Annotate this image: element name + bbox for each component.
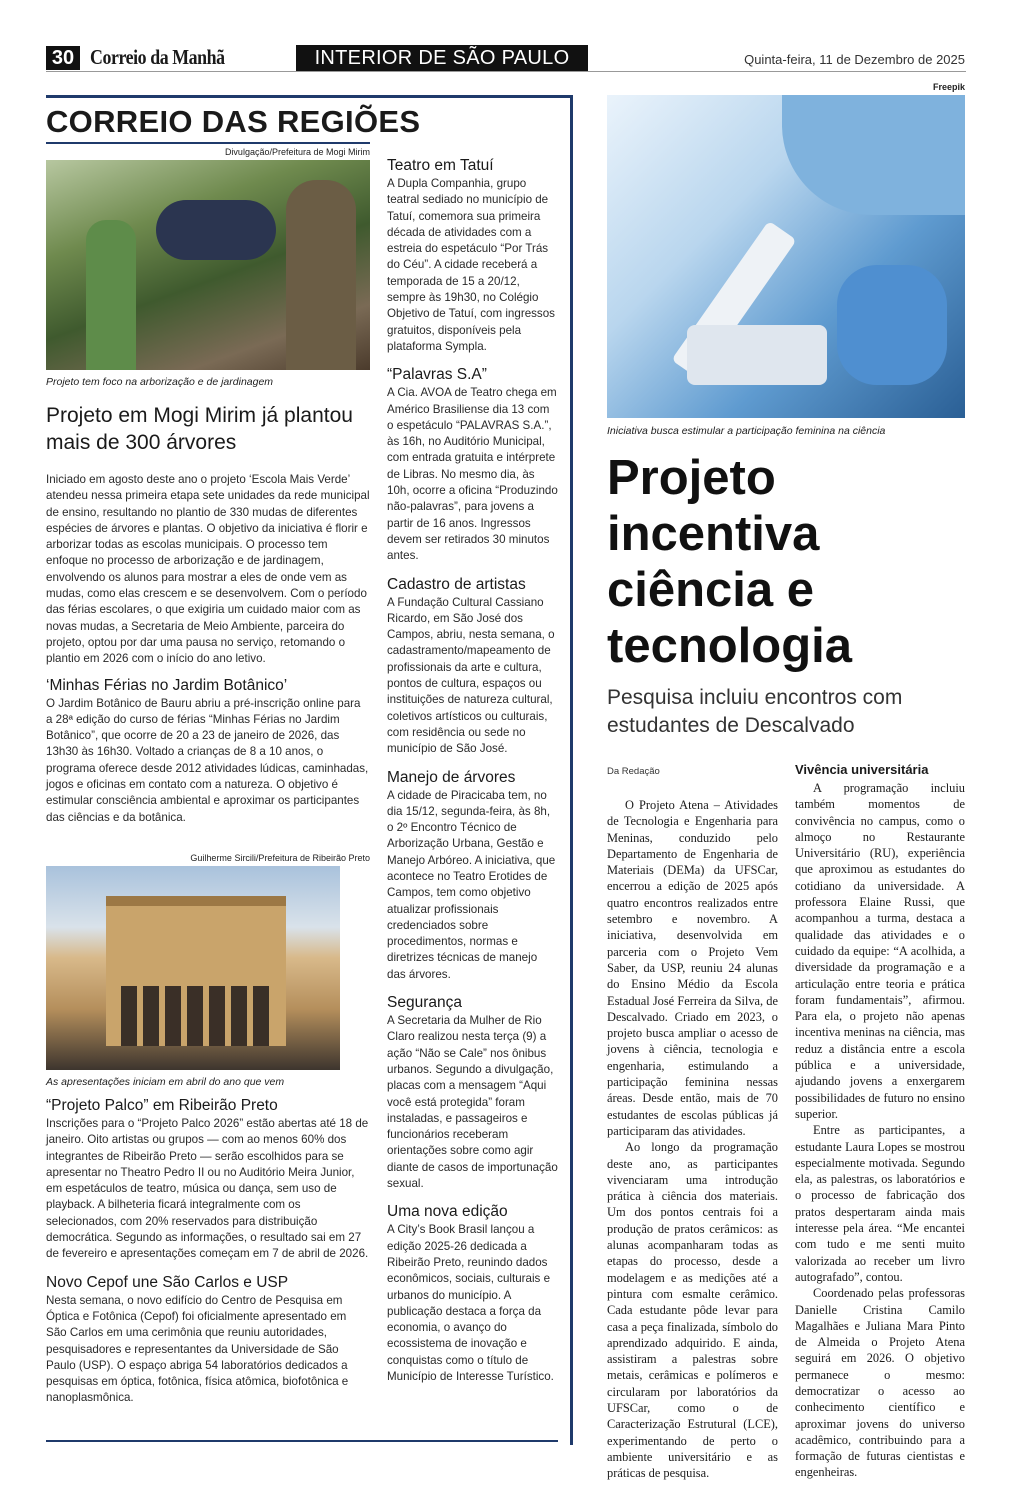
box-title: CORREIO DAS REGIÕES — [46, 104, 421, 139]
brief-body: A cidade de Piracicaba tem, no dia 15/12, segunda-feira, às 8h, o 2º Encontro Técnico de Arborização Urbana, Gestão e Manejo Arbóreo. A iniciativa, que acontece no Teatro Erotides de Campos, tem como objetivo atualizar profissionais credenciados sobre procedimentos, normas e diretrizes técnicas de manejo das árvores. — [387, 788, 556, 981]
article-paragraph: A programação incluiu também momentos de convivência no campus, como o almoço no Restaurante Universitário (RU), experiência que aproximou as estudantes do cotidiano da universidade. A professora Elaine Russi, que acompanhou a turma, destaca a qualidade das atividades e o cuidado da equipe: “A acolhida, a diversidade da programação e a articulação entre teoria e prática foram fundamentais”, afirmou. Para ela, o projeto não apenas incentiva meninas na ciência, mas reduz a distância entre a escola pública e a universidade, ajudando jovens a enxergarem possibilidades de futuro no ensino superior. — [795, 781, 965, 1121]
section-label: INTERIOR DE SÃO PAULO — [296, 45, 588, 71]
brief-heading: Manejo de árvores — [387, 768, 516, 786]
brief-body: A City’s Book Brasil lançou a edição 2025-26 dedicada a Ribeirão Preto, reunindo dados econômicos, sociais, culturais e urbanos do município. A publicação destaca a força da economia, o avanço do ecossistema de inovação e conquistas como o título de Município de Interesse Turístico. — [387, 1223, 554, 1383]
brief-heading: Teatro em Tatuí — [387, 157, 494, 174]
photo-students-planting — [46, 160, 370, 370]
left-column-lower — [46, 1096, 370, 1407]
section-body: Inscrições para o “Projeto Palco 2026” estão abertas até 18 de janeiro. Oito artistas ou grupos — com ao menos 60% dos integrantes de Ribeirão Preto — serão escolhidos para se apresentar no Theatro Pedro II ou no Auditório Meira Junior, em espetáculos de teatro, música ou dança, sem uso de playback. A bilheteria ficará integralmente com os selecionados, com 20% reservados para distribuição democrática. Segundo as informações, o resultado sai em 27 de fevereiro e apresentações começam em 7 de abril de 2026. — [46, 1117, 369, 1261]
section-heading: “Projeto Palco” em Ribeirão Preto — [46, 1097, 278, 1114]
photo-credit: Divulgação/Prefeitura de Mogi Mirim — [224, 147, 370, 157]
photo-caption: As apresentações iniciam em abril do ano que vem — [46, 1076, 285, 1088]
brief-heading: Uma nova edição — [387, 1203, 508, 1221]
brief-heading: “Palavras S.A” — [387, 366, 487, 384]
section-heading: Novo Cepof une São Carlos e USP — [46, 1273, 289, 1291]
article-column-1 — [607, 797, 778, 1481]
box-border-bottom — [46, 1440, 558, 1442]
article-paragraph: O Projeto Atena – Atividades de Tecnologia e Engenharia para Meninas, conduzido pelo Departamento de Engenharia de Materiais (DEMa) da UFSCar, encerrou a edição de 2025 após quatro encontros realizados entre setembro e novembro. A iniciativa, desenvolvida em parceria com o Projeto Vem Saber, da USP, reuniu 24 alunas do Ensino Médio da Escola Estadual José Ferreira da Silva, de Descalvado. Criado em 2023, o projeto busca ampliar o acesso de jovens à ciência, tecnologia e engenharia, estimulando a participação feminina nessas áreas. Desde então, mais de 70 estudantes de escolas públicas já participaram das atividades. — [607, 798, 778, 1138]
byline: Da Redação — [607, 766, 660, 777]
middle-column — [387, 156, 559, 1385]
article-column-2 — [795, 780, 965, 1481]
photo-credit: Guilherme Sircili/Prefeitura de Ribeirão Preto — [190, 853, 370, 863]
main-headline: Projeto incentiva ciência e tecnologia — [607, 451, 853, 673]
brief-heading: Segurança — [387, 994, 462, 1012]
box-border-right — [570, 95, 573, 1445]
photo-credit: Freepik — [932, 82, 965, 92]
brief-body: A Secretaria da Mulher de Rio Claro realizou nesta terça (9) a ação “Não se Cale” nos ônibus urbanos. Segundo a divulgação, placas com a mensagem “Aqui você está protegida” foram instaladas, e passageiros e funcionários receberam orientações sobre como agir diante de casos de importunação sexual. — [387, 1014, 558, 1191]
section-body: O Jardim Botânico de Bauru abriu a pré-inscrição online para a 28ª edição do curso de férias “Minhas Férias no Jardim Botânico”, que ocorre de 20 a 23 de janeiro de 2026, das 13h30 às 16h30. Voltado a crianças de 8 a 10 anos, o programa oferece desde 2012 atividades lúdicas, caminhadas, jogos e oficinas em contato com a natureza. O objetivo é estimular consciência ambiental e aproximar os participantes das ciências e da botânica. — [46, 696, 369, 824]
page-number: 30 — [46, 46, 80, 70]
box-border-top — [46, 95, 572, 98]
article-paragraph: Ao longo da programação deste ano, as participantes vivenciaram uma introdução prática à ciência dos materiais. Um dos pontos centrais foi a produção de pratos cerâmicos: as alunas acompanharam todas as etapas do processo, desde a modelagem e as medições até a pintura com esmalte cerâmico. Cada estudante pôde levar para casa a peça finalizada, símbolo do aprendizado adquirido. E ainda, assistiram a palestras sobre metais, cerâmicas e polímeros e circularam por laboratórios da UFSCar, como o de Caracterização Estrutural (LCE), experimentando de perto o ambiente universitário e as práticas de pesquisa. — [607, 1140, 778, 1481]
article-paragraph: Coordenado pelas professoras Danielle Cristina Camilo Magalhães e Juliana Mara Pinto de Almeida o Projeto Atena seguirá em 2026. O objetivo permanece o mesmo: democratizar o acesso ao conhecimento científico e aproximar jovens do universo acadêmico, contribuindo para a formação de futuras cientistas e engenheiras. — [795, 1286, 965, 1480]
article-headline: Projeto em Mogi Mirim já plantou mais de 300 árvores — [46, 404, 353, 454]
brief-body: A Cia. AVOA de Teatro chega em Américo Brasiliense dia 13 com o espetáculo “PALAVRAS S.A.”, às 16h, no Auditório Municipal, com entrada gratuita e intérprete de Libras. No mesmo dia, às 10h, ocorre a oficina “Produzindo não-palavras”, para jovens a partir de 16 anos. Ingressos devem ser retirados 30 minutos antes. — [387, 386, 558, 563]
section-body: Nesta semana, o novo edifício do Centro de Pesquisa em Óptica e Fotônica (Cepof) foi oficialmente apresentado em São Carlos em uma cerimônia que reuniu autoridades, pesquisadores e representantes da Universidade de São Paulo (USP). O espaço abriga 54 laboratórios dedicados a pesquisas em óptica, fotônica, física atômica, biofotônica e nanoplasmônica. — [46, 1293, 349, 1405]
article-subtitle: Vivência universitária — [795, 762, 929, 777]
title-rule — [46, 142, 370, 144]
photo-caption: Iniciativa busca estimular a participação feminina na ciência — [607, 425, 886, 437]
article-body: Iniciado em agosto deste ano o projeto ‘Escola Mais Verde’ atendeu nessa primeira etapa sete unidades da rede municipal de ensino, resultando no plantio de 330 mudas de diferentes espécies de árvores e plantas. O objetivo da iniciativa é florir e arborizar todas as escolas municipais. O processo tem enfoque no processo de arborização e de jardinagem, envolvendo os alunos para mostrar a eles de onde vem as mudas, como elas crescem e se desenvolvem. Com o período das férias escolares, o que exigiria um cuidado maior com as novas mudas, a Secretaria de Meio Ambiente, parceira do projeto, optou por dar uma pausa no serviço, retomando o plantio em 2026 com o início do ano letivo. — [46, 473, 370, 666]
photo-caption: Projeto tem foco na arborização e de jardinagem — [46, 376, 274, 388]
brief-body: A Dupla Companhia, grupo teatral sediado no município de Tatuí, comemora sua primeira década de atividades com a estreia do espetáculo “Por Trás do Céu”. A cidade receberá a temporada de 15 a 20/12, sempre às 19h30, no Colégio Objetivo de Tatuí, com ingressos gratuitos, disponíveis pela plataforma Sympla. — [387, 177, 555, 353]
article-paragraph: Entre as participantes, a estudante Laura Lopes se mostrou especialmente motivada. Segundo ela, as palestras, os laboratórios e o processo de fabricação dos pratos despertaram ainda mais interesse pela área. “Me encantei com tudo e me senti muito valorizada ao receber um livro autografado”, contou. — [795, 1123, 965, 1284]
photo-theatro-pedro-ii — [46, 866, 340, 1070]
brief-body: A Fundação Cultural Cassiano Ricardo, em São José dos Campos, abriu, nesta semana, o cadastramento/mapeamento de profissionais da arte e cultura, pontos de cultura, espaços ou instituições de natureza cultural, coletivos artísticos ou culturais, com residência ou sede no município de São José. — [387, 595, 555, 756]
subheadline: Pesquisa incluiu encontros com estudantes de Descalvado — [607, 686, 903, 737]
header-rule — [46, 71, 966, 72]
masthead: Correio da Manhã — [90, 45, 225, 69]
left-column — [46, 402, 370, 826]
issue-date: Quinta-feira, 11 de Dezembro de 2025 — [744, 52, 965, 67]
photo-scientist-microscope — [607, 95, 965, 418]
section-heading: ‘Minhas Férias no Jardim Botânico’ — [46, 676, 288, 694]
brief-heading: Cadastro de artistas — [387, 575, 526, 593]
